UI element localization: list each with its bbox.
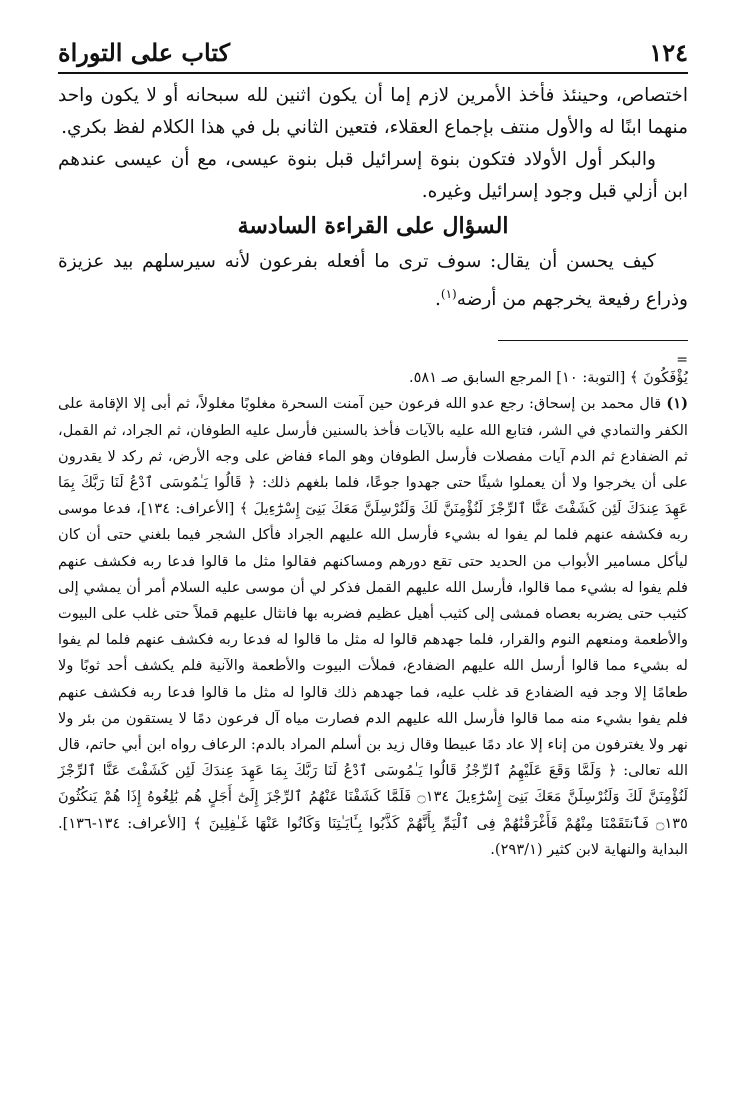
footnotes — [58, 347, 688, 863]
footnote-continued: يُؤْفَكُونَ ﴾ [التوبة: ١٠] المرجع السابق صـ ٥٨١. — [408, 369, 688, 387]
page-number: ١٢٤ — [649, 38, 688, 67]
footnote-1 — [58, 391, 688, 863]
footnote-separator — [498, 340, 688, 341]
footnote-number: (١) — [666, 395, 688, 413]
section-heading: السؤال على القراءة السادسة — [237, 213, 509, 239]
paragraph-text: كيف يحسن أن يقال: سوف ترى ما أفعله بفرعون لأنه سيرسلهم بيد عزيزة وذراع رفيعة يخرجهم من أرضه — [58, 251, 688, 311]
footnote-reference[interactable]: (١) — [440, 287, 457, 301]
continuation-mark: = — [676, 352, 688, 369]
running-title: كتاب على التوراة — [58, 38, 231, 67]
paragraph: اختصاص، وحينئذ فأخذ الأمرين لازم إما أن يكون اثنين لله سبحانه أو لا يكون واحد منهما ابنًا له والأول منتف بإجماع العقلاء، فتعين الثاني بل في هذا الكلام لفظ بكري. — [58, 85, 688, 138]
page-header — [58, 38, 688, 74]
footnote-text: قال محمد بن إسحاق: رجع عدو الله فرعون حين آمنت السحرة مغلوبًا مغلولاً، ثم أبى إلا الإقامة على الكفر والتمادي في الشر، فتابع الله عليه بالآيات فأخذ بالسنين فأرسل عليه الطوفان، ثم الجراد، ثم القمل، ثم الضفادع ثم الدم آيات مفصلات فأرسل الطوفان وهو الماء ففاض على وجه الأرض، ثم ركد لا يقدرون على أن يخرجوا ولا أن يعملوا شيئًا حتى جهدوا جوعًا، فلما بلغهم ذلك: ﴿ قَالُوا يَـٰمُوسَى ٱدْعُ لَنَا رَبَّكَ بِمَا عَهِدَ عِندَكَ لَئِن كَشَفْتَ عَنَّا ٱلرِّجْزَ لَنُؤْمِنَنَّ لَكَ وَلَنُرْسِلَنَّ مَعَكَ بَنِىٓ إِسْرَٰٓءِيلَ ﴾ [الأعراف: ١٣٤]، فدعا موسى ربه فكشفه عنهم فلما لم يفوا له بشيء فأرسل الله عليهم الجراد فأكل الشجر فيما بلغني حتى أن كان ليأكل مسامير الأبواب من الحديد حتى تقع دورهم ومساكنهم فقالوا مثل ما قالوا فدعا ربه فكشف عنهم فلم يفوا له بشيء مما قالوا، فأرسل الله عليهم القمل فذكر لي أن موسى عليه السلام أمر أن يمشي إلى كثيب حتى يضربه بعصاه فمشى إلى كثيب أهيل عظيم فضربه بها فانثال عليهم قملاً حتى غلب على البيوت والأطعمة ومنعهم النوم والقرار، فلما جهدهم قالوا له مثل ما قالوا له فدعا ربه فكشف عنهم فلما لم يفوا له بشيء مما قالوا أرسل الله عليهم الضفادع، فملأت البيوت والأطعمة والآنية فلم يكشف أحد ثوبًا ولا طعامًا إلا وجد فيه الضفادع قد غلب عليه، فما جهدهم ذلك قالوا له مثل ما قالوا فدعا ربه فكشف عنهم فلم يفوا بشيء منه مما قالوا فأرسل الله عليهم الدم فصارت مياه آل فرعون دمًا لا يستقون من بئر ولا نهر ولا يغترفون من إناء إلا عاد دمًا عبيطا وقال زيد بن أسلم المراد بالدم: الرعاف رواه ابن أبي حاتم، قال الله تعالى: ﴿ وَلَمَّا وَقَعَ عَلَيْهِمُ ٱلرِّجْزُ قَالُوا يَـٰمُوسَى ٱدْعُ لَنَا رَبَّكَ بِمَا عَهِدَ عِندَكَ لَئِن كَشَفْتَ عَنَّا ٱلرِّجْزَ لَنُؤْمِنَنَّ لَكَ وَلَنُرْسِلَنَّ مَعَكَ بَنِىٓ إِسْرَٰٓءِيلَ ۝١٣٤ فَلَمَّا كَشَفْنَا عَنْهُمُ ٱلرِّجْزَ إِلَىٰٓ أَجَلٍ هُم بَٰلِغُوهُ إِذَا هُمْ يَنكُثُونَ ۝١٣٥ فَٱنتَقَمْنَا مِنْهُمْ فَأَغْرَقْنَٰهُمْ فِى ٱلْيَمِّ بِأَنَّهُمْ كَذَّبُوا بِـَٔايَـٰتِنَا وَكَانُوا عَنْهَا غَـٰفِلِينَ ﴾ [الأعراف: ١٣٤-١٣٦]. البداية والنهاية لابن كثير (٢٩٣/١). — [58, 395, 688, 858]
paragraph: والبكر أول الأولاد فتكون بنوة إسرائيل قبل بنوة عيسى، مع أن عيسى عندهم ابن أزلي قبل وجود إسرائيل وغيره. — [58, 149, 688, 202]
paragraph — [58, 246, 688, 316]
paragraph-end: . — [435, 289, 441, 311]
main-text — [58, 80, 688, 316]
